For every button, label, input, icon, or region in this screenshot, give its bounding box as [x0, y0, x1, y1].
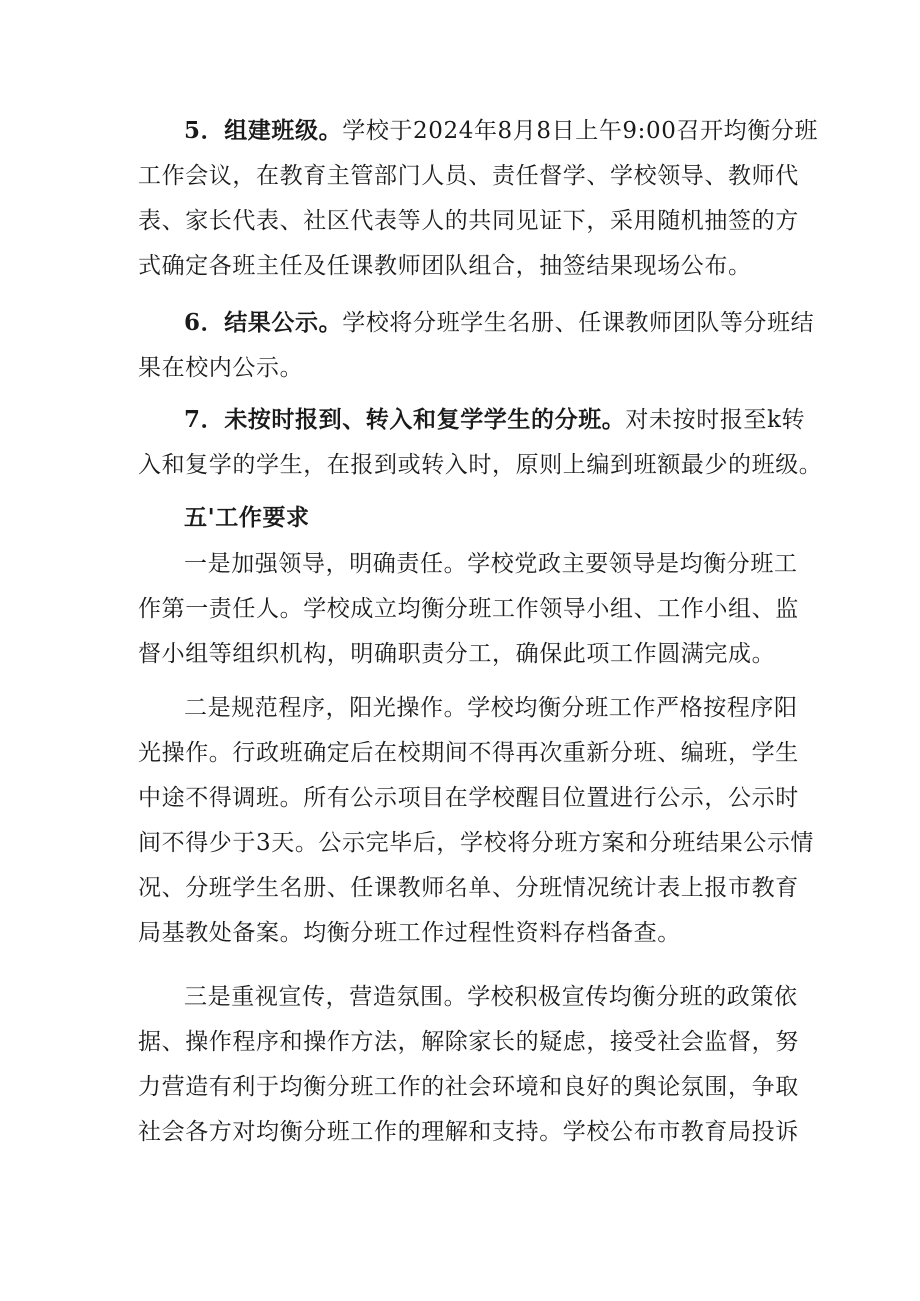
paragraph-3-line-2: 据、操作程序和操作方法，解除家长的疑虑，接受社会监督，努 [138, 1029, 799, 1055]
item-7-title: ．未按时报到、转入和复学学生的分班。 [200, 406, 626, 433]
paragraph-2-line-4: 间不得少于3天。公示完毕后，学校将分班方案和分班结果公示情 [138, 830, 815, 856]
paragraph-1 [138, 542, 798, 677]
item-5-line-1: 学校于2024年8月8日上午9:00召开均衡分班 [342, 118, 819, 144]
item-5-line-4: 式确定各班主任及任课教师团队组合，抽签结果现场公布。 [138, 253, 752, 279]
item-7 [138, 397, 823, 488]
item-5-number: 5 [184, 117, 201, 144]
item-5-line-2: 工作会议，在教育主管部门人员、责任督学、学校领导、教师代 [138, 163, 799, 189]
paragraph-2 [138, 686, 815, 956]
paragraph-3 [138, 975, 798, 1155]
paragraph-3-line-4: 社会各方对均衡分班工作的理解和支持。学校公布市教育局投诉 [138, 1119, 799, 1145]
paragraph-2-line-5: 况、分班学生名册、任课教师名单、分班情况统计表上报市教育 [138, 875, 799, 901]
item-7-line-2: 入和复学的学生，在报到或转入时，原则上编到班额最少的班级。 [138, 452, 823, 478]
paragraph-1-line-2: 作第一责任人。学校成立均衡分班工作领导小组、工作小组、监 [138, 596, 799, 622]
section-heading: 五'工作要求 [184, 504, 310, 531]
item-6-number: 6 [184, 309, 201, 336]
item-6 [138, 300, 815, 391]
paragraph-2-line-3: 中途不得调班。所有公示项目在学校醒目位置进行公示，公示时 [138, 785, 799, 811]
paragraph-1-line-1: 一是加强领导，明确责任。学校党政主要领导是均衡分班工 [184, 551, 798, 577]
paragraph-2-line-6: 局基教处备案。均衡分班工作过程性资料存档备查。 [138, 920, 681, 946]
item-5 [138, 108, 819, 289]
item-5-title: ．组建班级。 [200, 117, 343, 144]
item-6-title: ．结果公示。 [200, 309, 343, 336]
paragraph-2-line-2: 光操作。行政班确定后在校期间不得再次重新分班、编班，学生 [138, 740, 799, 766]
paragraph-1-line-3: 督小组等组织机构，明确职责分工，确保此项工作圆满完成。 [138, 641, 776, 667]
item-6-line-2: 果在校内公示。 [138, 355, 304, 381]
paragraph-3-line-3: 力营造有利于均衡分班工作的社会环境和良好的舆论氛围，争取 [138, 1074, 799, 1100]
item-7-number: 7 [184, 406, 201, 433]
paragraph-2-line-1: 二是规范程序，阳光操作。学校均衡分班工作严格按程序阳 [184, 695, 798, 721]
item-5-line-3: 表、家长代表、社区代表等人的共同见证下，采用随机抽签的方 [138, 208, 799, 234]
item-6-line-1: 学校将分班学生名册、任课教师团队等分班结 [342, 310, 815, 336]
paragraph-3-line-1: 三是重视宣传，营造氛围。学校积极宣传均衡分班的政策依 [184, 984, 798, 1010]
item-7-line-1: 对未按时报至k转 [625, 407, 806, 433]
